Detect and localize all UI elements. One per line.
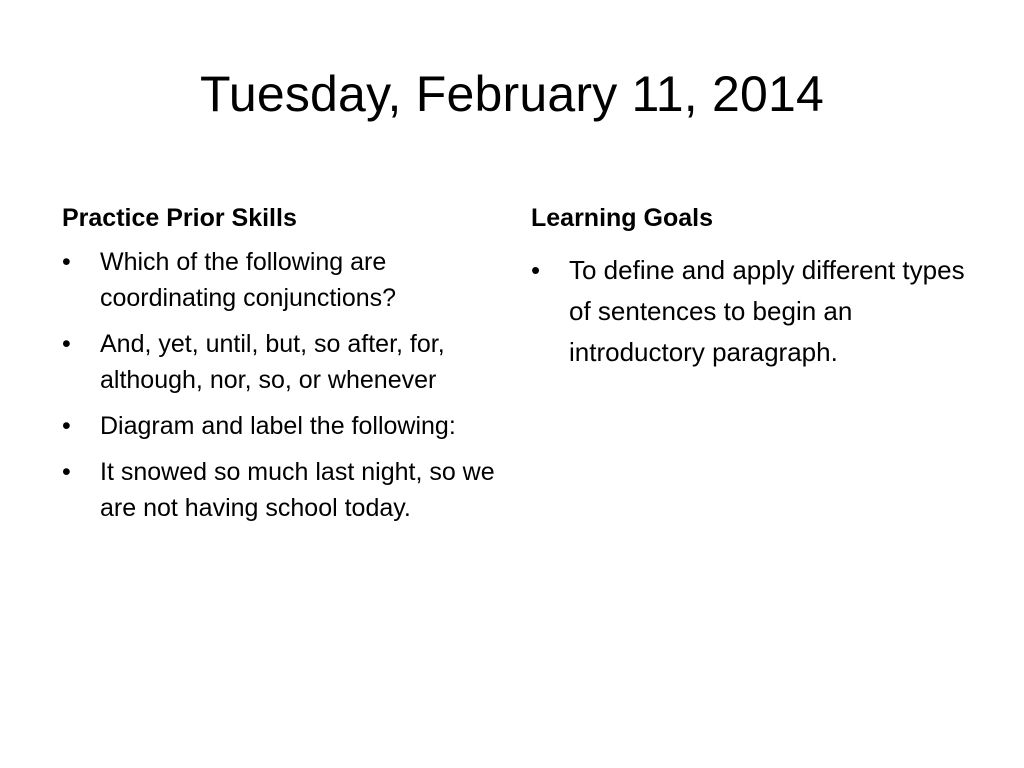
list-item xyxy=(62,244,502,316)
practice-prior-skills-list xyxy=(62,244,502,526)
list-item xyxy=(62,408,502,444)
bullet-icon: • xyxy=(531,255,541,285)
list-item-text: It snowed so much last night, so we are not having school today. xyxy=(100,458,495,522)
list-item xyxy=(62,454,502,526)
list-item xyxy=(531,250,971,373)
practice-prior-skills-heading: Practice Prior Skills xyxy=(62,204,297,232)
left-column xyxy=(62,200,502,536)
list-item-text: And, yet, until, but, so after, for, although, nor, so, or whenever xyxy=(100,330,445,394)
bullet-icon: • xyxy=(62,458,71,486)
bullet-icon: • xyxy=(62,330,71,358)
bullet-icon: • xyxy=(62,412,71,440)
slide-title: Tuesday, February 11, 2014 xyxy=(199,66,825,122)
learning-goals-heading: Learning Goals xyxy=(531,204,713,232)
list-item xyxy=(62,326,502,398)
right-column xyxy=(531,200,971,383)
learning-goals-list xyxy=(531,250,971,373)
list-item-text: To define and apply different types of sentences to begin an introductory paragraph. xyxy=(569,255,965,367)
list-item-text: Which of the following are coordinating conjunctions? xyxy=(100,248,397,312)
list-item-text: Diagram and label the following: xyxy=(100,412,456,440)
bullet-icon: • xyxy=(62,248,71,276)
